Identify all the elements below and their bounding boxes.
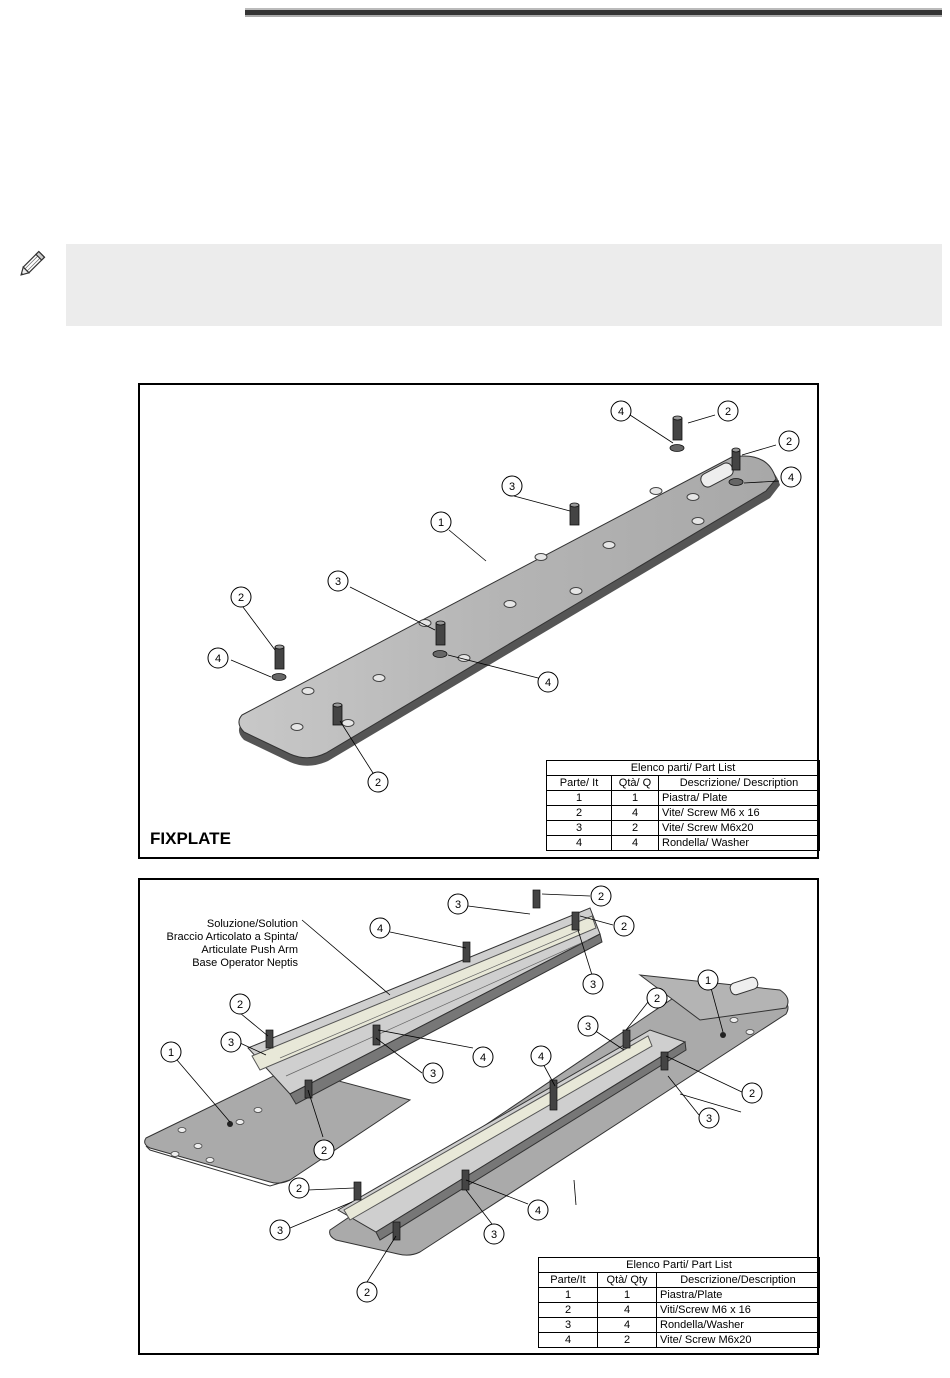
callout-4: 4 — [214, 653, 222, 665]
pencil-icon — [14, 248, 48, 282]
part-item: 4 — [547, 836, 612, 851]
column-header: Parte/It — [539, 1273, 598, 1288]
part-description: Viti/Screw M6 x 16 — [657, 1303, 820, 1318]
part-qty: 4 — [598, 1303, 657, 1318]
svg-text:3: 3 — [705, 1113, 713, 1125]
part-qty: 2 — [612, 821, 659, 836]
part-qty: 2 — [598, 1333, 657, 1348]
callout-4: 4 — [544, 677, 552, 689]
svg-text:3: 3 — [429, 1068, 437, 1080]
solution-label-line: Base Operator Neptis — [192, 957, 298, 969]
note-band — [66, 244, 942, 326]
column-header: Parte/ It — [547, 776, 612, 791]
svg-text:2: 2 — [320, 1145, 328, 1157]
svg-text:4: 4 — [534, 1205, 542, 1217]
svg-text:4: 4 — [537, 1051, 545, 1063]
svg-text:2: 2 — [748, 1088, 756, 1100]
callout-4: 4 — [787, 472, 795, 484]
table-row — [539, 1333, 820, 1348]
part-qty: 4 — [598, 1318, 657, 1333]
part-description: Rondella/ Washer — [659, 836, 820, 851]
svg-text:1: 1 — [704, 975, 712, 987]
svg-text:3: 3 — [589, 979, 597, 991]
callout-1: 1 — [437, 517, 445, 529]
part-description: Vite/ Screw M6x20 — [657, 1333, 820, 1348]
part-item: 2 — [547, 806, 612, 821]
parts-list-caption: Elenco parti/ Part List — [547, 761, 820, 776]
push-arm-figure — [138, 878, 819, 1355]
solution-label — [150, 918, 298, 970]
solution-label-line: Braccio Articolato a Spinta/ — [166, 931, 298, 943]
column-header: Descrizione/ Description — [659, 776, 820, 791]
part-item: 1 — [547, 791, 612, 806]
table-row — [547, 836, 820, 851]
svg-text:3: 3 — [584, 1021, 592, 1033]
part-qty: 1 — [598, 1288, 657, 1303]
callout-4: 4 — [617, 406, 625, 418]
svg-text:2: 2 — [653, 993, 661, 1005]
part-qty: 1 — [612, 791, 659, 806]
svg-text:2: 2 — [236, 999, 244, 1011]
part-description: Vite/ Screw M6x20 — [659, 821, 820, 836]
svg-text:4: 4 — [376, 923, 384, 935]
column-header: Qtà/ Qty — [598, 1273, 657, 1288]
part-item: 3 — [547, 821, 612, 836]
header-rule — [245, 8, 942, 18]
table-row — [547, 806, 820, 821]
svg-text:3: 3 — [454, 899, 462, 911]
part-item: 1 — [539, 1288, 598, 1303]
svg-text:2: 2 — [363, 1287, 371, 1299]
part-item: 3 — [539, 1318, 598, 1333]
table-row — [547, 821, 820, 836]
callout-2: 2 — [374, 777, 382, 789]
svg-text:1: 1 — [167, 1047, 175, 1059]
svg-text:2: 2 — [620, 921, 628, 933]
parts-list-table — [546, 760, 820, 851]
svg-text:2: 2 — [295, 1183, 303, 1195]
column-header: Descrizione/Description — [657, 1273, 820, 1288]
part-description: Piastra/Plate — [657, 1288, 820, 1303]
table-row — [539, 1318, 820, 1333]
table-row — [539, 1288, 820, 1303]
part-qty: 4 — [612, 836, 659, 851]
part-item: 4 — [539, 1333, 598, 1348]
svg-text:4: 4 — [479, 1052, 487, 1064]
callout-3: 3 — [508, 481, 516, 493]
part-description: Vite/ Screw M6 x 16 — [659, 806, 820, 821]
table-row — [547, 791, 820, 806]
solution-label-line: Soluzione/Solution — [206, 918, 298, 930]
table-row — [539, 1303, 820, 1318]
part-description: Rondella/Washer — [657, 1318, 820, 1333]
fixplate-figure — [138, 383, 819, 859]
parts-list-caption: Elenco Parti/ Part List — [539, 1258, 820, 1273]
part-qty: 4 — [612, 806, 659, 821]
callout-2: 2 — [724, 406, 732, 418]
svg-text:3: 3 — [276, 1225, 284, 1237]
column-header: Qtà/ Q — [612, 776, 659, 791]
svg-text:3: 3 — [227, 1037, 235, 1049]
part-description: Piastra/ Plate — [659, 791, 820, 806]
svg-text:3: 3 — [490, 1229, 498, 1241]
callout-3: 3 — [334, 576, 342, 588]
svg-text:2: 2 — [597, 891, 605, 903]
figure-title: FIXPLATE — [150, 829, 231, 848]
parts-list-table — [538, 1257, 820, 1348]
callout-2: 2 — [237, 592, 245, 604]
solution-label-line: Articulate Push Arm — [201, 944, 298, 956]
part-item: 2 — [539, 1303, 598, 1318]
callout-2: 2 — [785, 436, 793, 448]
